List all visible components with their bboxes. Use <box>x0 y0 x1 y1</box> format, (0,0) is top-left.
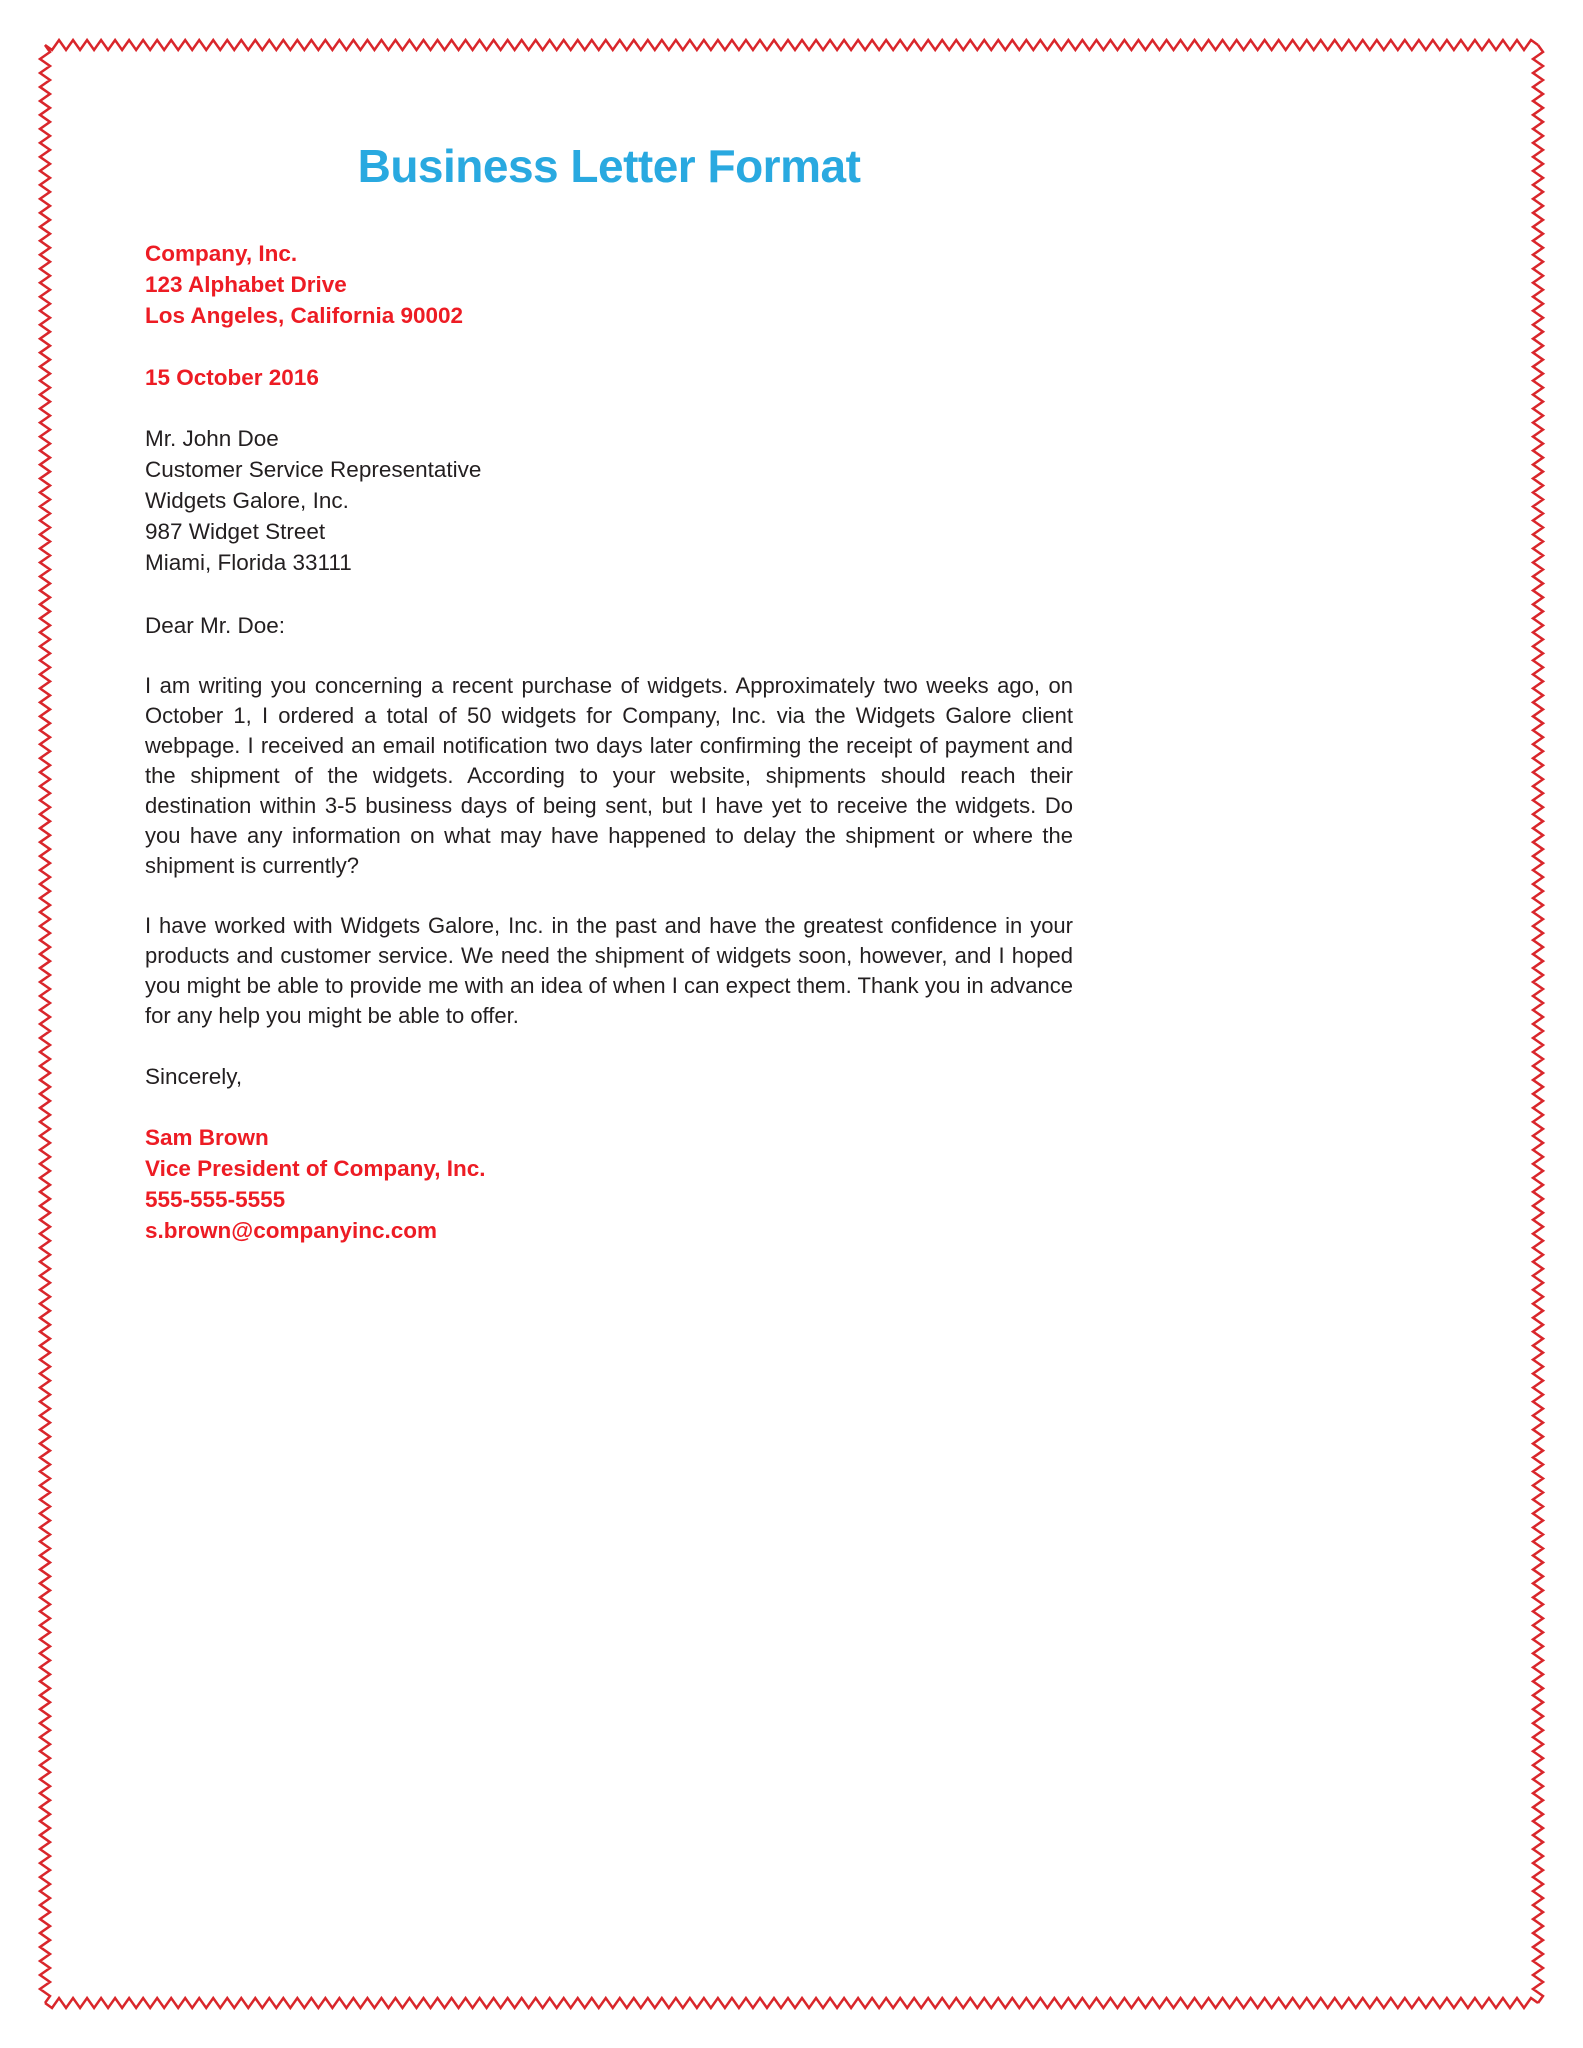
signature-title: Vice President of Company, Inc. <box>145 1156 486 1181</box>
recipient-street: 987 Widget Street <box>145 519 326 544</box>
recipient-company: Widgets Galore, Inc. <box>145 488 349 513</box>
body-paragraph-2: I have worked with Widgets Galore, Inc. in the past and have the greatest confidence in your products and customer service. We need the shipment of widgets soon, however, and I hoped you might be able to provide me with an idea of when I can expect them. Thank you in advance for any help you might be able to offer. <box>145 913 1073 1028</box>
recipient-city: Miami, Florida 33111 <box>145 550 352 575</box>
page-title: Business Letter Format <box>357 140 861 192</box>
recipient-address-block <box>145 423 1073 578</box>
signature-email: s.brown@companyinc.com <box>145 1218 437 1243</box>
sender-company: Company, Inc. <box>145 241 298 266</box>
letter-date: 15 October 2016 <box>145 365 319 390</box>
sender-city: Los Angeles, California 90002 <box>145 303 464 328</box>
sender-address-block <box>145 238 1073 331</box>
signature-block <box>145 1122 1073 1246</box>
sender-street: 123 Alphabet Drive <box>145 272 347 297</box>
signature-name: Sam Brown <box>145 1125 269 1150</box>
recipient-name: Mr. John Doe <box>145 426 279 451</box>
recipient-title: Customer Service Representative <box>145 457 482 482</box>
salutation: Dear Mr. Doe: <box>145 613 286 638</box>
closing: Sincerely, <box>145 1064 243 1089</box>
letter-content <box>145 0 1073 1246</box>
signature-phone: 555-555-5555 <box>145 1187 286 1212</box>
body-paragraph-1: I am writing you concerning a recent purchase of widgets. Approximately two weeks ago, on October 1, I ordered a total of 50 widgets for Company, Inc. via the Widgets Galore client webpage. I received an email notification two days later confirming the receipt of payment and the shipment of the widgets. According to your website, shipments should reach their destination within 3-5 business days of being sent, but I have yet to receive the widgets. Do you have any information on what may have happened to delay the shipment or where the shipment is currently? <box>145 673 1073 878</box>
